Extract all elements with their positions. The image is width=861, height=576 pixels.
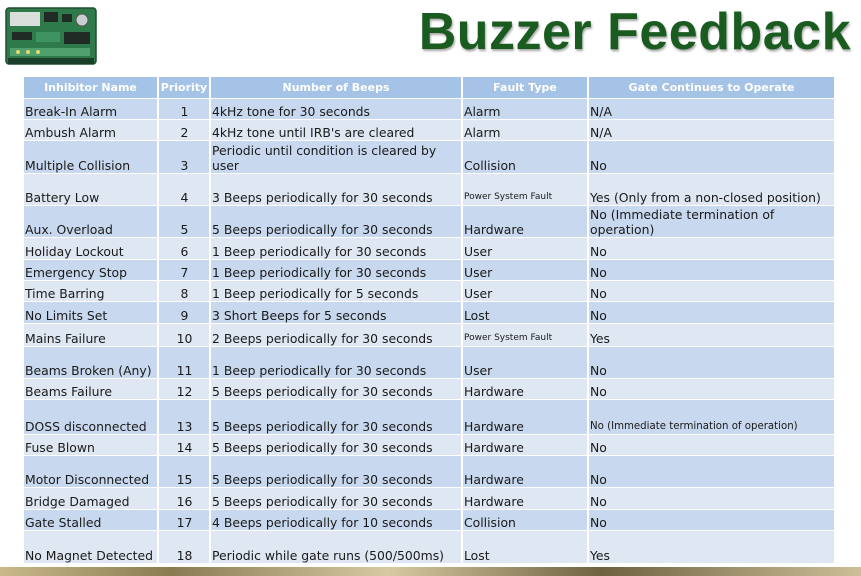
gate-operates: No	[588, 281, 835, 302]
inhibitor-name: No Magnet Detected	[24, 531, 158, 563]
priority: 5	[158, 206, 210, 238]
fault-type: Hardware	[462, 379, 588, 400]
control-board-image	[4, 2, 100, 68]
priority: 16	[158, 488, 210, 510]
fault-type: Hardware	[462, 488, 588, 510]
beeps: 1 Beep periodically for 5 seconds	[210, 281, 462, 302]
beeps: 5 Beeps periodically for 30 seconds	[210, 456, 462, 488]
inhibitor-name: Motor Disconnected	[24, 456, 158, 488]
table-row	[24, 120, 835, 141]
priority: 11	[158, 347, 210, 379]
inhibitor-name: Bridge Damaged	[24, 488, 158, 510]
header-number-of-beeps: Number of Beeps	[210, 77, 462, 99]
fault-type: Alarm	[462, 99, 588, 120]
table-row	[24, 488, 835, 510]
inhibitor-name: Holiday Lockout	[24, 238, 158, 260]
gate-operates: Yes	[588, 531, 835, 563]
priority: 4	[158, 174, 210, 206]
table-header-row	[24, 77, 835, 99]
fault-type: Lost	[462, 531, 588, 563]
beeps: 5 Beeps periodically for 30 seconds	[210, 400, 462, 435]
header-fault-type: Fault Type	[462, 77, 588, 99]
gate-operates: No	[588, 456, 835, 488]
header-gate-continues: Gate Continues to Operate	[588, 77, 835, 99]
gate-operates: No	[588, 510, 835, 531]
table-row	[24, 99, 835, 120]
beeps: 4kHz tone for 30 seconds	[210, 99, 462, 120]
header-inhibitor-name: Inhibitor Name	[24, 77, 158, 99]
priority: 1	[158, 99, 210, 120]
beeps: 4 Beeps periodically for 10 seconds	[210, 510, 462, 531]
inhibitor-name: Multiple Collision	[24, 141, 158, 174]
footer-decoration-strip	[0, 567, 861, 576]
table-row	[24, 510, 835, 531]
priority: 18	[158, 531, 210, 563]
inhibitor-name: Battery Low	[24, 174, 158, 206]
priority: 10	[158, 324, 210, 347]
inhibitor-name: DOSS disconnected	[24, 400, 158, 435]
gate-operates: No	[588, 435, 835, 456]
priority: 7	[158, 260, 210, 281]
gate-operates: N/A	[588, 120, 835, 141]
beeps: Periodic until condition is cleared by user	[210, 141, 462, 174]
priority: 2	[158, 120, 210, 141]
priority: 8	[158, 281, 210, 302]
gate-operates: Yes (Only from a non-closed position)	[588, 174, 835, 206]
fault-type: User	[462, 238, 588, 260]
inhibitor-name: Ambush Alarm	[24, 120, 158, 141]
table-row	[24, 206, 835, 238]
priority: 13	[158, 400, 210, 435]
beeps: 4kHz tone until IRB's are cleared	[210, 120, 462, 141]
fault-type: Alarm	[462, 120, 588, 141]
priority: 6	[158, 238, 210, 260]
table-row	[24, 456, 835, 488]
table-row	[24, 435, 835, 456]
priority: 15	[158, 456, 210, 488]
inhibitor-name: Gate Stalled	[24, 510, 158, 531]
beeps: 1 Beep periodically for 30 seconds	[210, 238, 462, 260]
inhibitor-name: No Limits Set	[24, 302, 158, 324]
inhibitor-name: Break-In Alarm	[24, 99, 158, 120]
fault-type: Hardware	[462, 206, 588, 238]
gate-operates: No	[588, 141, 835, 174]
table-row	[24, 281, 835, 302]
beeps: 3 Beeps periodically for 30 seconds	[210, 174, 462, 206]
page-title: Buzzer Feedback	[418, 3, 851, 61]
header-priority: Priority	[158, 77, 210, 99]
table-row	[24, 260, 835, 281]
gate-operates: No	[588, 238, 835, 260]
table-row	[24, 238, 835, 260]
priority: 9	[158, 302, 210, 324]
beeps: 1 Beep periodically for 30 seconds	[210, 347, 462, 379]
gate-operates: No	[588, 347, 835, 379]
table-row	[24, 379, 835, 400]
table-row	[24, 302, 835, 324]
table-row	[24, 324, 835, 347]
fault-type: Lost	[462, 302, 588, 324]
table-row	[24, 141, 835, 174]
table-row	[24, 531, 835, 563]
fault-type: Collision	[462, 141, 588, 174]
gate-operates: Yes	[588, 324, 835, 347]
inhibitor-name: Fuse Blown	[24, 435, 158, 456]
fault-type: Power System Fault	[462, 324, 588, 347]
table-row	[24, 400, 835, 435]
fault-type: Hardware	[462, 435, 588, 456]
fault-type: User	[462, 260, 588, 281]
priority: 3	[158, 141, 210, 174]
gate-operates: No (Immediate termination of operation)	[588, 206, 835, 238]
inhibitor-name: Beams Broken (Any)	[24, 347, 158, 379]
table-row	[24, 174, 835, 206]
beeps: 3 Short Beeps for 5 seconds	[210, 302, 462, 324]
fault-type: Collision	[462, 510, 588, 531]
inhibitor-name: Time Barring	[24, 281, 158, 302]
gate-operates: No	[588, 260, 835, 281]
table-row	[24, 347, 835, 379]
gate-operates: N/A	[588, 99, 835, 120]
priority: 17	[158, 510, 210, 531]
beeps: 1 Beep periodically for 30 seconds	[210, 260, 462, 281]
gate-operates: No	[588, 379, 835, 400]
beeps: 5 Beeps periodically for 30 seconds	[210, 379, 462, 400]
fault-type: Power System Fault	[462, 174, 588, 206]
beeps: 5 Beeps periodically for 30 seconds	[210, 435, 462, 456]
beeps: Periodic while gate runs (500/500ms)	[210, 531, 462, 563]
buzzer-feedback-table	[24, 77, 836, 563]
fault-type: Hardware	[462, 400, 588, 435]
fault-type: User	[462, 347, 588, 379]
priority: 14	[158, 435, 210, 456]
fault-type: Hardware	[462, 456, 588, 488]
fault-type: User	[462, 281, 588, 302]
beeps: 2 Beeps periodically for 30 seconds	[210, 324, 462, 347]
inhibitor-name: Emergency Stop	[24, 260, 158, 281]
beeps: 5 Beeps periodically for 30 seconds	[210, 488, 462, 510]
inhibitor-name: Mains Failure	[24, 324, 158, 347]
inhibitor-name: Aux. Overload	[24, 206, 158, 238]
inhibitor-name: Beams Failure	[24, 379, 158, 400]
priority: 12	[158, 379, 210, 400]
beeps: 5 Beeps periodically for 30 seconds	[210, 206, 462, 238]
gate-operates: No	[588, 302, 835, 324]
gate-operates: No	[588, 488, 835, 510]
gate-operates: No (Immediate termination of operation)	[588, 400, 835, 435]
